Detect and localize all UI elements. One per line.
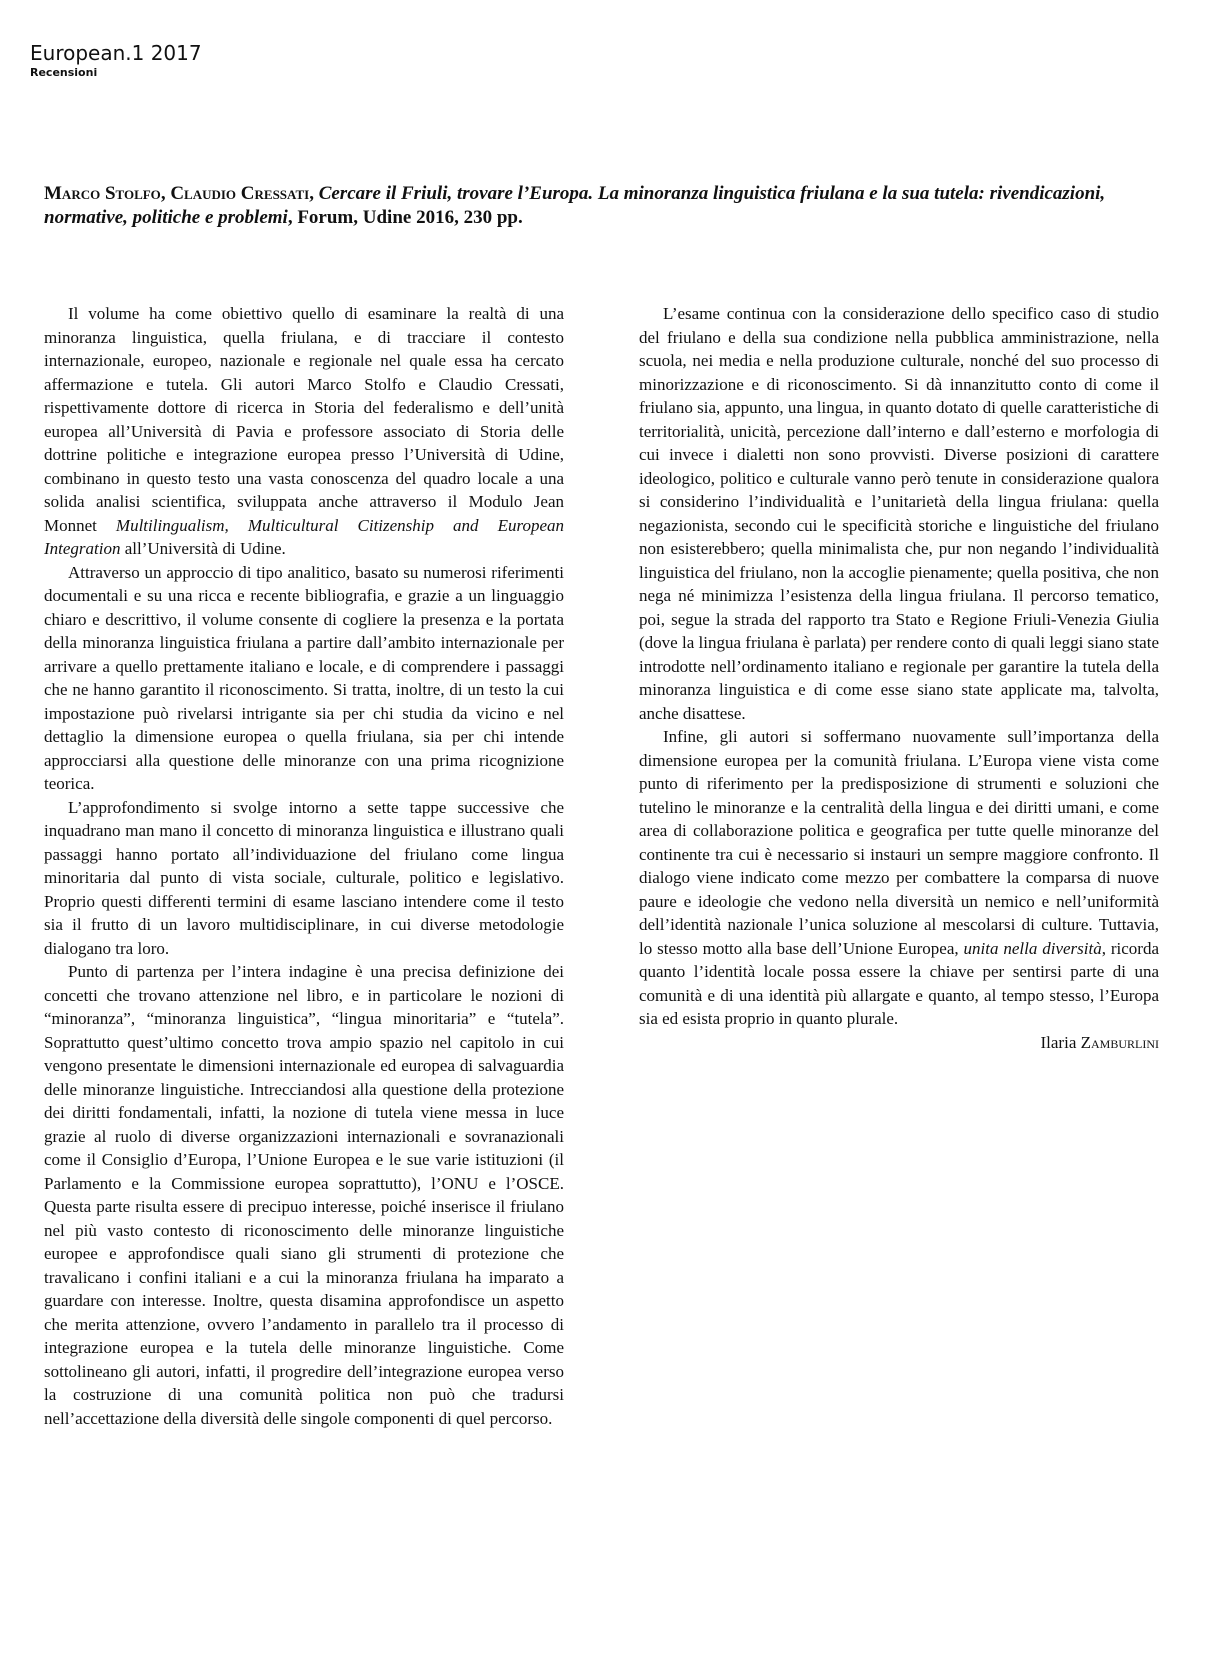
- acronym-onu: ONU: [441, 1173, 479, 1193]
- paragraph-4-conjunction: e l’: [478, 1173, 517, 1193]
- book-title: Cercare il Friuli, trovare l’Europa. La minoranza linguistica friulana e la sua tutela: rivendicazioni, normative, politiche e problemi: [44, 183, 1106, 228]
- reviewer-signature: [639, 1031, 1159, 1055]
- paragraph-4-text-a: Punto di partenza per l’intera indagine è una precisa definizione dei concetti che trovano attenzione nel libro, e in particolare le nozioni di “minoranza”, “minoranza linguistica”, “lingua minoritaria” e “tutela”. Soprattutto quest’ultimo concetto trova ampio spazio nel capitolo in cui vengono presentate le dimensioni internazionale ed europea di salvaguardia delle minoranze linguistiche. Intrecciandosi alla questione della protezione dei diritti fondamentali, infatti, la nozione di tutela viene messa in luce grazie al ruolo di diverse organizzazioni internazionali e sovranazionali come il Consiglio d’Europa, l’Unione Europea e le sue varie istituzioni (il Parlamento e la Commissione europea soprattutto), l’: [44, 962, 564, 1193]
- paragraph-6: [639, 725, 1159, 1031]
- paragraph-1-text-b: all’Università di Udine.: [120, 539, 286, 558]
- left-column: [44, 302, 564, 1430]
- book-citation: [44, 182, 1154, 230]
- paragraph-6-text-b: , ricorda quanto l’identità locale possa essere la chiave per sentirsi parte di una comunità e di una identità più allargate e quanto, al tempo stesso, l’Europa sia ed esista proprio in quanto plurale.: [639, 938, 1160, 1028]
- citation-separator-2: ,: [309, 183, 319, 204]
- paragraph-2: Attraverso un approccio di tipo analitico, basato su numerosi riferimenti documentali e su una ricca e recente bibliografia, e grazie a un linguaggio chiaro e descrittivo, il volume consente di cogliere la presenza e la portata della minoranza linguistica friulana a partire dall’ambito internazionale per arrivare a quello prettamente italiano e locale, e di comprendere i passaggi che ne hanno garantito il riconoscimento. Si tratta, inoltre, di un testo la cui impostazione può rivelarsi intrigante sia per chi studia da vicino e nel dettaglio la dimensione europea o quella friulana, sia per chi intende approcciarsi alla questione delle minoranze con una prima ricognizione teorica.: [44, 562, 564, 793]
- paragraph-5: L’esame continua con la considerazione dello specifico caso di studio del friulano e della sua condizione nella pubblica amministrazione, nella scuola, nei media e nella produzione culturale, nonché del suo processo di minorizzazione e di riconoscimento. Si dà innanzitutto conto di come il friulano sia, appunto, una lingua, in quanto dotato di quelle caratteristiche di territorialità, unicità, percezione dall’interno e dall’esterno e morfologia di cui invece i dialetti non sono provvisti. Diverse posizioni di carattere ideologico, politico e culturale vanno però tenute in considerazione qualora si considerino l’individualità e l’unitarietà della lingua friulana: quella negazionista, secondo cui le specificità storiche e linguistiche del friulano non esisterebbero; quella minimalista che, pur non negando l’individualità linguistica del friulano, non la accoglie pienamente; quella positiva, che non nega né minimizza l’esistenza della lingua friulana. Il percorso tematico, poi, segue la strada del rapporto tra Stato e Regione Friuli-Venezia Giulia (dove la lingua friulana è parlata) per rendere conto di quali leggi siano state introdotte nell’ordinamento italiano e regionale per garantire la tutela della minoranza linguistica e di come esse siano state applicate ma, talvolta, anche disattese.: [639, 304, 1159, 723]
- paragraph-4-text-b: . Questa parte risulta essere di precipuo interesse, poiché inserisce il friulano nel più vasto contesto di riconoscimento delle minoranze linguistiche europee e approfondisce quali siano gli strumenti di protezione che travalicano i confini italiani e a cui la minoranza friulana ha imparato a guardare con interesse. Inoltre, questa disamina approfondisce un aspetto che merita attenzione, ovvero l’andamento in parallelo tra il processo di integrazione europea e la tutela delle minoranze linguistiche. Come sottolineano gli autori, infatti, il progredire dell’integrazione europea verso la costruzione di una comunità politica non può che tradursi nell’accettazione della diversità delle singole componenti di quel percorso.: [44, 1173, 564, 1428]
- citation-separator: ,: [160, 183, 171, 204]
- paragraph-1-text-a: Il volume ha come obiettivo quello di esaminare la realtà di una minoranza linguistica, quella friulana, e di tracciare il contesto internazionale, europeo, nazionale e regionale nel quale essa ha cercato affermazione e tutela. Gli autori Marco Stolfo e Claudio Cressati, rispettivamente dottore di ricerca in Storia del federalismo e dell’unità europea all’Università di Pavia e professore associato di Storia delle dottrine politiche e integrazione europea presso l’Università di Udine, combinano in questo testo una vasta conoscenza del quadro locale a una solida analisi scientifica, sviluppata anche attraverso il Modulo Jean Monnet: [44, 304, 564, 535]
- book-publisher: , Forum, Udine 2016, 230 pp.: [287, 207, 523, 228]
- author-2: Claudio Cressati: [170, 183, 310, 204]
- author-1: Marco Stolfo: [44, 183, 161, 204]
- page-header: [30, 40, 202, 80]
- section-label: Recensioni: [30, 66, 98, 79]
- eu-motto: unita nella diversità: [963, 938, 1102, 958]
- paragraph-6-text-a: Infine, gli autori si soffermano nuovamente sull’importanza della dimensione europea per la comunità friulana. L’Europa viene vista come punto di riferimento per la predisposizione di strumenti e soluzioni che tutelino le minoranze e la centralità della lingua e dei diritti umani, e come area di collaborazione politica e geografica per tutte quelle minoranze del continente tra cui è necessario si instauri un sempre maggiore confronto. Il dialogo viene indicato come mezzo per combattere la comparsa di nuove paure e ideologie che vedono nella diversità un nemico e nell’uniformità dell’identità nazionale l’unica soluzione al mescolarsi di culture. Tuttavia, lo stesso motto alla base dell’Unione Europea,: [639, 727, 1159, 958]
- monnet-module-title: Multilingualism, Multicultural Citizenship and European Integration: [44, 515, 564, 558]
- right-column: [639, 302, 1159, 1054]
- paragraph-1: [44, 302, 564, 561]
- journal-title: European.1 2017: [30, 41, 202, 65]
- reviewer-last-name: Zamburlini: [1080, 1032, 1159, 1052]
- paragraph-4: [44, 960, 564, 1430]
- acronym-osce: OSCE: [516, 1173, 560, 1193]
- reviewer-first-name: Ilaria: [1040, 1032, 1081, 1052]
- paragraph-3: L’approfondimento si svolge intorno a sette tappe successive che inquadrano man mano il concetto di minoranza linguistica e illustrano quali passaggi hanno portato all’individuazione del friulano come lingua minoritaria dal punto di vista sociale, culturale, politico e legislativo. Proprio questi differenti termini di esame lasciano intendere come il testo sia il frutto di un lavoro multidisciplinare, in cui diverse metodologie dialogano tra loro.: [44, 797, 564, 958]
